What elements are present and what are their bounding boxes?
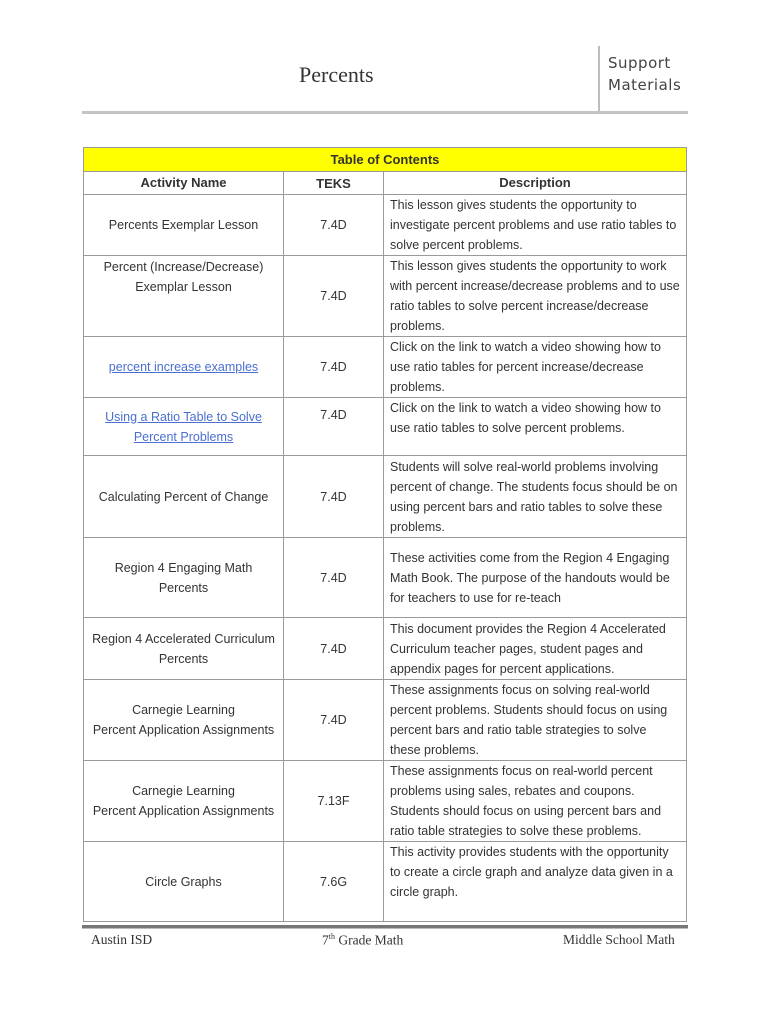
video-link-ratio-table[interactable]: Using a Ratio Table to Solve Percent Problems [105, 409, 262, 444]
support-materials-label [608, 52, 688, 96]
table-row [84, 680, 687, 761]
activity-name: Percent (Increase/Decrease) Exemplar Lesson [84, 256, 284, 337]
header-divider [598, 46, 600, 112]
footer-grade-suffix: th [328, 932, 335, 941]
table-row [84, 337, 687, 398]
video-link-percent-increase[interactable]: percent increase examples [108, 360, 259, 374]
toc-title: Table of Contents [84, 148, 687, 172]
activity-name: Circle Graphs [84, 842, 284, 922]
activity-name: Region 4 Engaging Math Percents [84, 538, 284, 618]
activity-cell [84, 680, 284, 761]
activity-description: These activities come from the Region 4 Engaging Math Book. The purpose of the handouts would be for teachers to use for re-teach [384, 538, 687, 618]
table-row [84, 256, 687, 337]
teks-code: 7.4D [284, 456, 384, 538]
activity-name-line-2: Percent Application Assignments [92, 804, 275, 818]
footer-grade [322, 932, 403, 949]
table-of-contents [83, 147, 687, 922]
activity-description: This lesson gives students the opportunity to work with percent increase/decrease problems and to use ratio tables to solve percent increase/decrease problems. [384, 256, 687, 337]
table-row [84, 456, 687, 538]
activity-name-line-1: Carnegie Learning [132, 703, 235, 717]
table-row [84, 195, 687, 256]
activity-description: Students will solve real-world problems involving percent of change. The students focus should be on using percent bars and ratio tables to solve these problems. [384, 456, 687, 538]
support-line-2: Materials [608, 76, 682, 94]
activity-name: Calculating Percent of Change [84, 456, 284, 538]
teks-code: 7.6G [284, 842, 384, 922]
teks-code: 7.4D [284, 195, 384, 256]
activity-name: Percents Exemplar Lesson [84, 195, 284, 256]
table-row [84, 618, 687, 680]
activity-cell [84, 761, 284, 842]
activity-cell [84, 337, 284, 398]
activity-cell [84, 398, 284, 456]
teks-code: 7.4D [284, 680, 384, 761]
footer-level: Middle School Math [563, 932, 675, 947]
table-row [84, 761, 687, 842]
footer-rule [82, 925, 688, 929]
table-row [84, 842, 687, 922]
column-header-teks: TEKS [284, 172, 384, 195]
activity-name: Region 4 Accelerated Curriculum Percents [84, 618, 284, 680]
table-row [84, 398, 687, 456]
teks-code: 7.4D [284, 337, 384, 398]
footer-grade-subject: Grade Math [334, 932, 404, 948]
teks-code: 7.4D [284, 538, 384, 618]
teks-code: 7.4D [284, 398, 384, 456]
page-title: Percents [299, 62, 374, 87]
column-header-activity: Activity Name [84, 172, 284, 195]
activity-description: These assignments focus on real-world percent problems using sales, rebates and coupons. Students should focus on using percent bars and ratio table strategies to solve these problems. [384, 761, 687, 842]
table-row [84, 538, 687, 618]
footer-district: Austin ISD [91, 932, 153, 947]
activity-name-line-1: Carnegie Learning [132, 784, 235, 798]
activity-description: Click on the link to watch a video showing how to use ratio tables to solve percent problems. [384, 398, 687, 456]
header-rule [82, 111, 688, 114]
activity-description: This document provides the Region 4 Accelerated Curriculum teacher pages, student pages and appendix pages for percent applications. [384, 618, 687, 680]
support-line-1: Support [608, 54, 671, 72]
teks-code: 7.4D [284, 618, 384, 680]
activity-description: This activity provides students with the opportunity to create a circle graph and analyze data given in a circle graph. [384, 842, 687, 922]
activity-description: These assignments focus on solving real-world percent problems. Students should focus on using percent bars and ratio table strategies to solve these problems. [384, 680, 687, 761]
activity-description: Click on the link to watch a video showing how to use ratio tables for percent increase/decrease problems. [384, 337, 687, 398]
teks-code: 7.13F [284, 761, 384, 842]
footer-grade-number: 7 [322, 932, 329, 948]
column-header-description: Description [384, 172, 687, 195]
teks-code: 7.4D [284, 256, 384, 337]
activity-name-line-2: Percent Application Assignments [92, 723, 275, 737]
activity-description: This lesson gives students the opportunity to investigate percent problems and use ratio tables to solve percent problems. [384, 195, 687, 256]
